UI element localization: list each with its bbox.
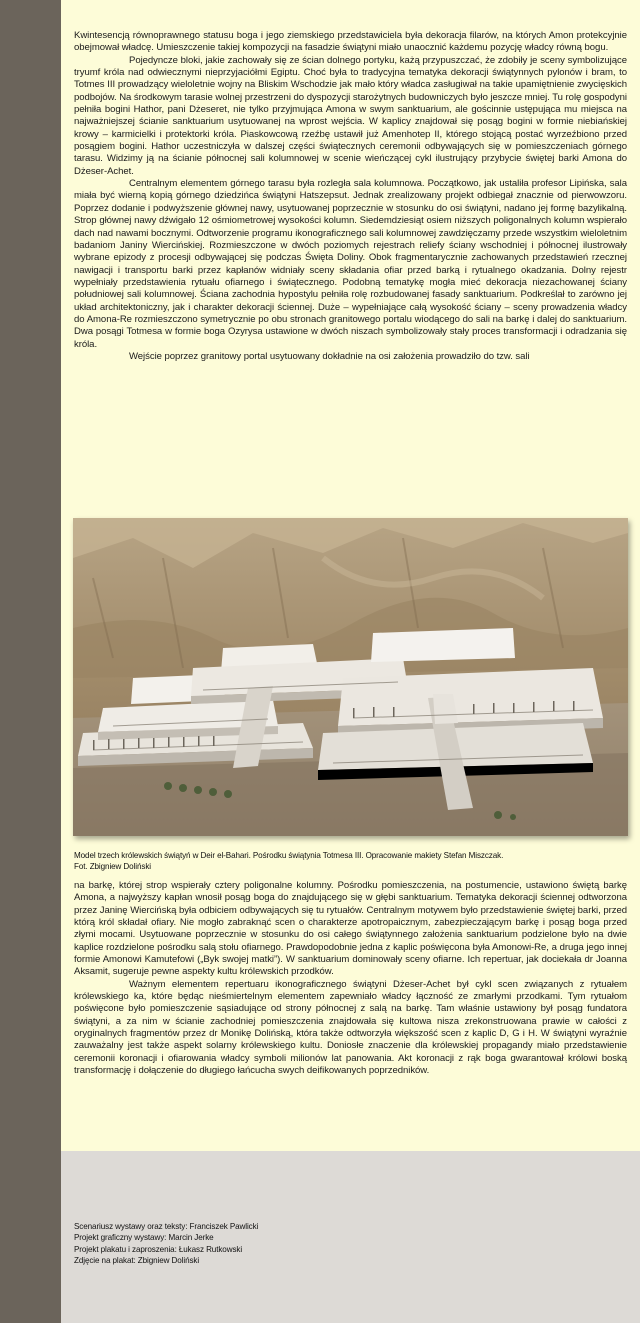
- paragraph: Ważnym elementem repertuaru ikonograficznego świątyni Dżeser-Achet był cykl scen związanych z rytuałem królewskiego ka, które będąc nieśmiertelnym elementem zapewniało władcy łączność ze zmarłymi przodkami. Tym rytuałom poświęcone było pomieszczenie sąsiadujące od strony północnej z salą na barkę. Tam właśnie ustawiony był posąg fundatora świątyni, a za nim w ścianie zachodniej pomieszczenia znajdowała się kultowa nisza zrekonstruowana prawie w całości z oryginalnych fragmentów przez dr Monikę Dolińską, która także odtworzyła większość scen z kaplic D, G i H. W świątyni wyraźnie zauważalny jest także aspekt solarny królewskiego kultu. Doniosłe znaczenie dla królewskiej propagandy miało przedstawienie ceremonii koronacji i ofiarowania władcy symboli milionów lat panowania. Akt koronacji z rąk boga gwarantował królowi boską transformację i dołączenie do długiego łańcucha swych deifikowanych poprzedników.: [74, 978, 627, 1077]
- credit-line: Projekt plakatu i zaproszenia: Łukasz Rutkowski: [74, 1244, 243, 1254]
- paragraph: Wejście poprzez granitowy portal usytuowany dokładnie na osi założenia prowadziło do tzw. sali: [129, 350, 530, 362]
- caption-photo-credit: Fot. Zbigniew Doliński: [74, 862, 151, 871]
- photo-caption: [74, 850, 624, 872]
- paragraph: Centralnym elementem górnego tarasu była rozległa sala kolumnowa. Początkowo, jak ustaliła profesor Lipińska, sala miała być wierną kopią górnego dziedzińca świątyni Hatszepsut. Jednak zrealizowany projekt odbiegał znacznie od pierwowzoru. Poprzez dodanie i podwyższenie głównej nawy, usytuowanej poprzecznie w stosunku do osi świątyni, nadano jej formę bazylikalną. Strop głównej nawy dźwigało 12 ośmiometrowej wysokości kolumn. Siedemdziesiąt osiem niższych poligonalnych kolumn wspierało dach nad nawami bocznymi. Odtworzenie programu ikonograficznego sali kolumnowej zawdzięczamy przede wszystkim wieloletnim badaniom Janiny Wiercińskiej. Rozmieszczone w dwóch poziomych rejestrach reliefy ściany wschodniej i północnej ilustrowały wybrane epizody z procesji odbywającej się podczas Święta Doliny. Obok fragmentarycznie zachowanych przedstawień rzecznej nawigacji i transportu barki przez kapłanów widniały sceny składania ofiar przed barką i rytualnego okadzania. Dolny rejestr wypełniały przedstawienia rytuału ofiarnego i świątecznego. Podobną tematykę mogła mieć dekoracja niezachowanej ściany południowej sali kolumnowej. Ściana zachodnia hypostylu pełniła rolę rozbudowanej fasady sanktuarium. Podkreślał to zarówno jej układ architektoniczny, jak i charakter dekoracji ściennej. Duże – wypełniające całą wysokość ściany – sceny prowadzenia władcy do Amona-Re rozmieszczono symetrycznie po obu stronach granitowego portalu wiodącego do sali na barkę i dalej do sanktuarium. Dwa posągi Totmesa w formie boga Ozyrysa ustawione w dwóch niszach symbolizowały stały proces transformacji i odradzania się króla.: [74, 178, 627, 350]
- article-text-top: [74, 30, 627, 363]
- paragraph: na barkę, której strop wspierały cztery poligonalne kolumny. Pośrodku pomieszczenia, na postumencie, ustawiono świętą barkę Amona, a najwyższy kapłan wnosił posąg boga do znajdującego się w głębi sanktuarium. Tematyka dekoracji ściennej odtworzona przez Janinę Wiercińską była odbiciem odbywających się tu rytuałów. Centralnym motywem było przedstawienie świętej barki, przed którą król składał ofiary. Nie mogło zabraknąć scen o charakterze apotropaicznym, zabezpieczającym barkę i posąg boga przed złymi mocami. Usytuowane poprzecznie w stosunku do osi całego świątynnego założenia sanktuarium podzielone było na dwie kaplice rozdzielone pośrodku salą stołu ofiarnego. Prawdopodobnie jedna z kaplic poświęcona była Amonowi-Re, a druga jego innej formie Amonowi Kamutefowi („Byk swojej matki”). W sanktuarium dominowały sceny ofiarne. Ich repertuar, jak dociekała dr Joanna Aksamit, sugeruje pewne aspekty kultu królewskich przodków.: [74, 880, 627, 978]
- paragraph: Pojedyncze bloki, jakie zachowały się ze ścian dolnego portyku, każą przypuszczać, że zdobiły je sceny symbolizujące tryumf króla nad odwiecznymi nieprzyjaciółmi Egiptu. Choć była to tradycyjna tematyka dekoracji świątynnych pylonów i bram, to Totmes III prowadzący wieloletnie wojny na Bliskim Wschodzie jak mało który władca zasługiwał na takie upamiętnienie zwycięskich podbojów. Na środkowym tarasie wolnej przestrzeni do dyspozycji starożytnych budowniczych było jeszcze mniej. Tu rolę gospodyni pełniła bogini Hathor, pani Dżeseret, nie tylko przyjmująca Amona w swym sanktuarium, ale gościnnie ustępująca mu miejsca na najważniejszej ścianie sanktuarium usytuowanej na wprost wejścia. W kaplicy znajdował się posąg bogini w formie niebiańskiej krowy – karmicielki i protektorki króla. Piaskowcową rzeźbę ustawił już Amenhotep II, którego stojącą postać wyrzeźbiono przed posągiem bogini. Hathor uczestniczyła w dalszej części świątecznych ceremonii odbywających się w pomieszczeniach górnego tarasu. Widzimy ją na ścianie północnej sali kolumnowej w scenie wieńczącej cykl ilustrujący przybycie świętej barki Amona do Dżeser-Achet.: [74, 54, 627, 177]
- article-text-bottom: [74, 880, 627, 1078]
- temple-model-photo: [73, 518, 628, 836]
- credits-block: [74, 1221, 258, 1267]
- credit-line: Zdjęcie na plakat: Zbigniew Doliński: [74, 1256, 200, 1266]
- credit-line: Scenariusz wystawy oraz teksty: Franciszek Pawlicki: [74, 1222, 259, 1231]
- footer: [61, 1151, 640, 1323]
- left-sidebar-strip: [0, 0, 61, 1323]
- paragraph: Kwintesencją równoprawnego statusu boga i jego ziemskiego przedstawiciela była dekoracja filarów, na których Amon protekcyjnie obejmował władcę. Umieszczenie takiej kompozycji na fasadzie świątyni miało unaocznić każdemu pozycję władcy równą bogu.: [74, 30, 627, 54]
- credit-line: Projekt graficzny wystawy: Marcin Jerke: [74, 1233, 214, 1243]
- caption-line: Model trzech królewskich świątyń w Deir el-Bahari. Pośrodku świątynia Totmesa III. Opracowanie makiety Stefan Miszczak.: [74, 851, 504, 860]
